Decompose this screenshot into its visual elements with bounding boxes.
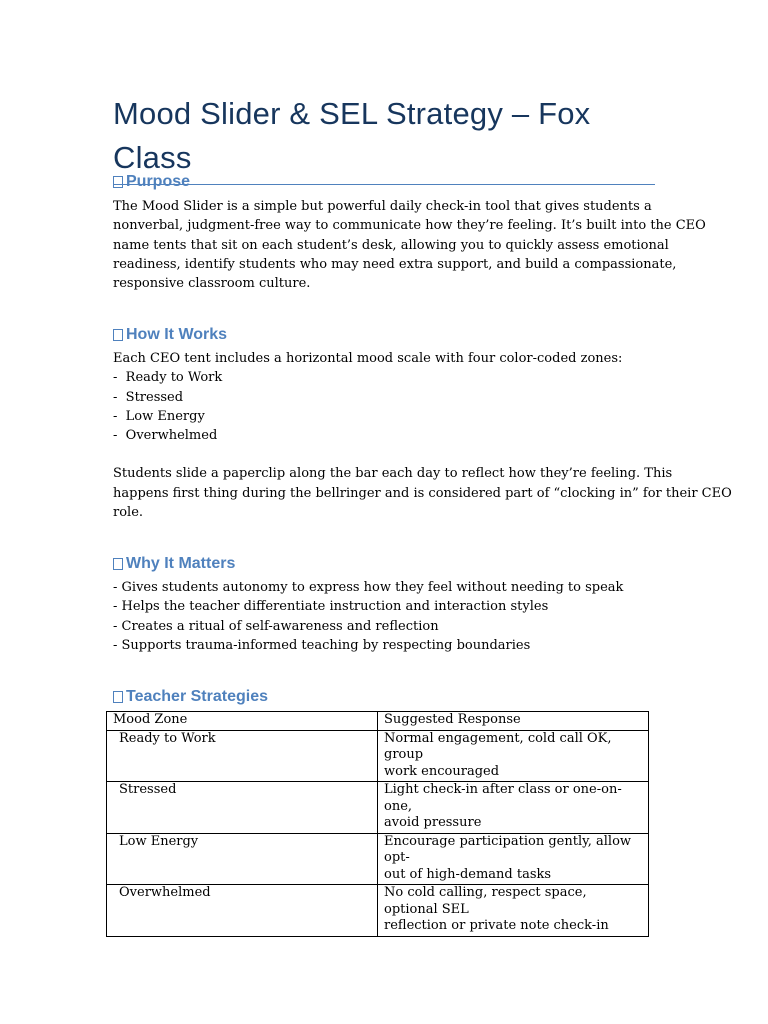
column-header-suggested-response: Suggested Response — [378, 712, 649, 731]
response-line: out of high-demand tasks — [384, 866, 552, 882]
response-line: reflection or private note check-in — [384, 918, 609, 933]
purpose-heading — [113, 171, 658, 193]
how-line: Students slide a paperclip along the bar each day to reflect how they’re feeling. This — [113, 466, 673, 482]
how-heading-text: How It Works — [126, 326, 228, 343]
mood-zone-cell: Stressed — [107, 782, 378, 834]
why-section — [113, 553, 658, 655]
mood-zone-cell: Ready to Work — [107, 730, 378, 782]
document-title: Mood Slider & SEL Strategy – Fox Class — [113, 96, 591, 175]
column-header-mood-zone: Mood Zone — [107, 712, 378, 731]
purpose-heading-text: Purpose — [126, 173, 191, 190]
why-list-item: - Gives students autonomy to express how they feel without needing to speak — [113, 580, 624, 595]
why-heading-text: Why It Matters — [126, 555, 236, 572]
how-intro: Each CEO tent includes a horizontal mood scale with four color-coded zones: — [113, 351, 623, 366]
how-line: happens first thing during the bellringer and is considered part of “clocking in” for their CEO — [113, 485, 732, 501]
why-list-item: - Supports trauma-informed teaching by respecting boundaries — [113, 637, 531, 653]
response-cell — [378, 730, 649, 782]
how-line: role. — [113, 505, 144, 521]
mood-zone-cell: Overwhelmed — [107, 885, 378, 937]
purpose-line: readiness, identify students who may need extra support, and build a compassionate, — [113, 256, 677, 272]
zone-list-item: - Overwhelmed — [113, 428, 218, 444]
response-cell — [378, 833, 649, 885]
response-cell — [378, 782, 649, 834]
strategies-heading — [113, 686, 658, 708]
how-heading — [113, 324, 658, 346]
table-row — [107, 833, 649, 885]
why-list-item: - Helps the teacher differentiate instruction and interaction styles — [113, 599, 549, 615]
table-header-row — [107, 712, 649, 731]
how-section — [113, 324, 732, 522]
why-heading — [113, 553, 658, 575]
response-cell — [378, 885, 649, 937]
response-line: avoid pressure — [384, 815, 482, 830]
purpose-section — [113, 171, 706, 293]
table-row — [107, 730, 649, 782]
table-row — [107, 885, 649, 937]
response-line: Normal engagement, cold call OK, group — [384, 730, 612, 762]
strategies-heading-text: Teacher Strategies — [126, 688, 268, 705]
missing-glyph-icon — [113, 329, 123, 341]
response-line: Encourage participation gently, allow opt- — [384, 833, 632, 865]
purpose-line: responsive classroom culture. — [113, 276, 311, 292]
strategies-section — [113, 686, 658, 708]
missing-glyph-icon — [113, 691, 123, 703]
purpose-line: name tents that sit on each student’s desk, allowing you to quickly assess emotional — [113, 237, 669, 253]
zone-list-item: - Ready to Work — [113, 370, 223, 386]
table-row — [107, 782, 649, 834]
purpose-line: The Mood Slider is a simple but powerful daily check-in tool that gives students a — [113, 199, 652, 214]
missing-glyph-icon — [113, 176, 123, 188]
zone-list-item: - Stressed — [113, 389, 184, 405]
response-line: No cold calling, respect space, optional SEL — [384, 885, 587, 917]
why-list-item: - Creates a ritual of self-awareness and reflection — [113, 618, 439, 634]
purpose-line: nonverbal, judgment-free way to communicate how they’re feeling. It’s built into the CEO — [113, 218, 706, 234]
strategies-table — [106, 711, 649, 937]
mood-zone-cell: Low Energy — [107, 833, 378, 885]
response-line: Light check-in after class or one-on-one, — [384, 782, 622, 814]
zone-list-item: - Low Energy — [113, 408, 205, 424]
missing-glyph-icon — [113, 558, 123, 570]
response-line: work encouraged — [384, 763, 500, 779]
